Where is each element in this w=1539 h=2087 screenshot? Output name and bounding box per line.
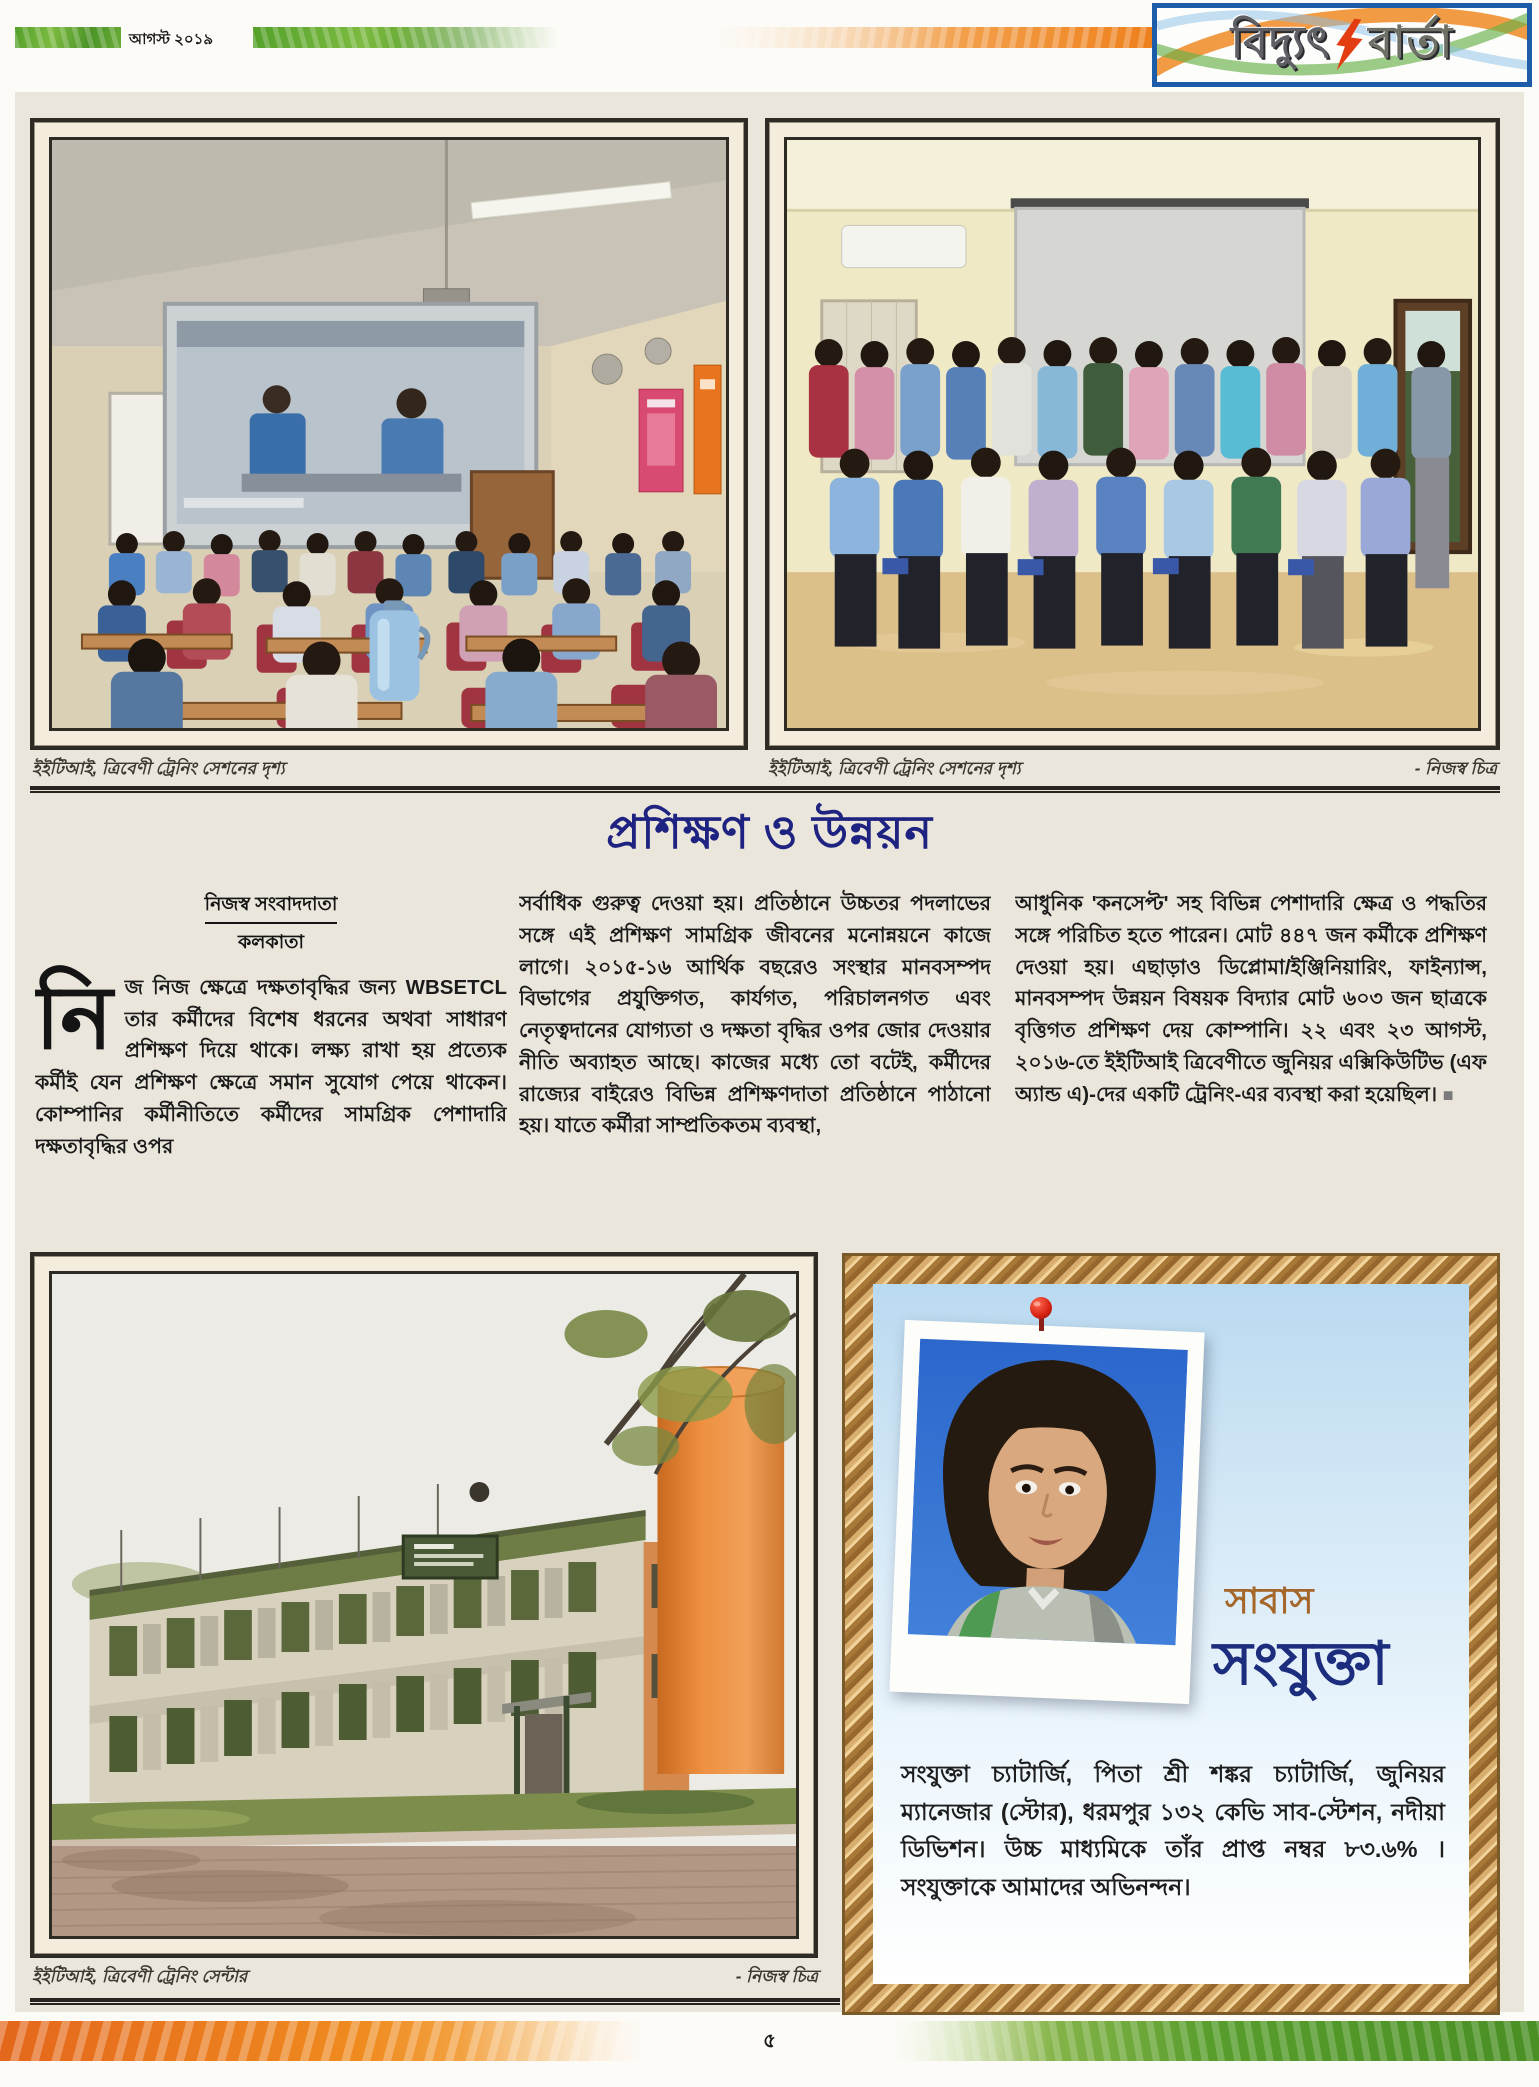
- caption-top-right: ইইটিআই, ত্রিবেণী ট্রেনিং সেশনের দৃশ্য: [768, 759, 1021, 778]
- building-photo-illustration: [52, 1274, 796, 1936]
- spotlight-frame: [845, 1256, 1497, 2012]
- logo-title: [1157, 8, 1527, 82]
- caption-top-left: ইইটিআই, ত্রিবেণী ট্রেনিং সেশনের দৃশ্য: [32, 759, 285, 778]
- logo-word-2: বার্তা: [1368, 17, 1454, 67]
- article-col2-text: সর্বাধিক গুরুত্ব দেওয়া হয়। প্রতিষ্ঠানে উচ্চতর পদলাভের সঙ্গে এই প্রশিক্ষণ সামগ্রিক জীবনের মনোন্নয়নে কাজে লাগে। ২০১৫-১৬ আর্থিক বছরেও সংস্থার মানবসম্পদ বিভাগের প্রযুক্তিগত, কার্যগত, পরিচালনগত এবং নেতৃত্বদানের যোগ্যতা ও দক্ষতা বৃদ্ধির ওপর জোর দেওয়ার নীতি অব্যাহত আছে। কাজের মধ্যে তো বটেই, কর্মীদের রাজ্যের বাইরেও বিভিন্ন প্রশিক্ষণদাতা প্রতিষ্ঠানে পাঠানো হয়। যাতে কর্মীরা সাম্প্রতিকতম ব্যবস্থা,: [519, 892, 991, 1138]
- article-title: প্রশিক্ষণ ও উন্নয়ন: [606, 806, 933, 858]
- byline: নিজস্ব সংবাদদাতা: [205, 890, 338, 924]
- drop-cap: নি: [35, 967, 113, 1067]
- logo-word-1: বিদ্যুৎ: [1230, 17, 1331, 67]
- article-col1-text: জ নিজ ক্ষেত্রে দক্ষতাবৃদ্ধির জন্য WBSETCL তার কর্মীদের বিশেষ ধরনের অথবা সাধারণ প্রশিক্ষণ দিয়ে থাকে। লক্ষ্য রাখা হয় প্রত্যেক কর্মীই যেন প্রশিক্ষণ ক্ষেত্রে সমান সুযোগ পেয়ে থাকেন। কোম্পানির কর্মীনীতিতে কর্মীদের সামগ্রিক পেশাদারি দক্ষতাবৃদ্ধির ওপর: [35, 975, 507, 1158]
- masthead-logo: [1152, 3, 1532, 87]
- spotlight-kicker: সাবাস: [1225, 1580, 1314, 1621]
- credit-top-right: - নিজস্ব চিত্র: [1414, 759, 1497, 778]
- portrait-photo-illustration: [908, 1337, 1188, 1648]
- dateline: কলকাতা: [237, 932, 305, 954]
- photo-classroom-frame: [30, 118, 748, 750]
- header-green-bar-left: [15, 27, 121, 48]
- photo-group-frame: [765, 118, 1500, 750]
- spotlight-polaroid: [889, 1320, 1204, 1704]
- spotlight-description: সংযুক্তা চ্যাটার্জি, পিতা শ্রী শঙ্কর চ্যাটার্জি, জুনিয়র ম্যানেজার (স্টোর), ধরমপুর ১৩২ কেভি সাব-স্টেশন, নদীয়া ডিভিশন। উচ্চ মাধ্যমিকে তাঁর প্রাপ্ত নম্বর ৮৩.৬% । সংযুক্তাকে আমাদের অভিনন্দন।: [901, 1761, 1445, 1900]
- article-col3-text: আধুনিক 'কনসেপ্ট' সহ বিভিন্ন পেশাদারি ক্ষেত্র ও পদ্ধতির সঙ্গে পরিচিত হতে পারেন। মোট ৪৪৭ জন কর্মীকে প্রশিক্ষণ দেওয়া হয়। এছাড়াও ডিপ্লোমা/ইঞ্জিনিয়ারিং, ফাইন্যান্স, মানবসম্পদ উন্নয়ন বিষয়ক বিদ্যার মোট ৬০৩ জন ছাত্রকে বৃত্তিগত প্রশিক্ষণ দেয় কোম্পানি। ২২ এবং ২৩ আগস্ট, ২০১৬-তে ইইটিআই ত্রিবেণীতে জুনিয়র এক্সিকিউটিভ (এফ অ্যান্ড এ)-দের একটি ট্রেনিং-এর ব্যবস্থা করা হয়েছিল।: [1015, 892, 1487, 1106]
- article-column-3: [1015, 888, 1487, 1250]
- page-number: ৫: [763, 2030, 776, 2052]
- section-rule: [30, 786, 1500, 793]
- caption-bottom-left: ইইটিআই, ত্রিবেণী ট্রেনিং সেন্টার: [32, 1967, 248, 1986]
- issue-date: আগস্ট ২০১৯: [129, 31, 214, 48]
- article-column-2: [519, 888, 991, 1250]
- article-end-mark: ■: [1442, 1084, 1454, 1105]
- credit-bottom-left: - নিজস্ব চিত্র: [735, 1967, 818, 1986]
- header-green-bar-mid: [253, 27, 568, 48]
- bottom-rule: [30, 1998, 840, 2005]
- lightning-bolt-icon: [1333, 16, 1366, 73]
- spotlight-name: সংযুক্তা: [1213, 1630, 1389, 1697]
- group-seated-row: [830, 448, 1411, 649]
- classroom-photo-illustration: [52, 140, 726, 728]
- group-photo-illustration: [787, 140, 1478, 728]
- article-column-1: [35, 888, 507, 1250]
- spotlight-interior: [873, 1284, 1469, 1984]
- photo-building-frame: [30, 1252, 818, 1958]
- header-orange-bar: [700, 27, 1168, 48]
- pushpin-icon: [1025, 1296, 1057, 1334]
